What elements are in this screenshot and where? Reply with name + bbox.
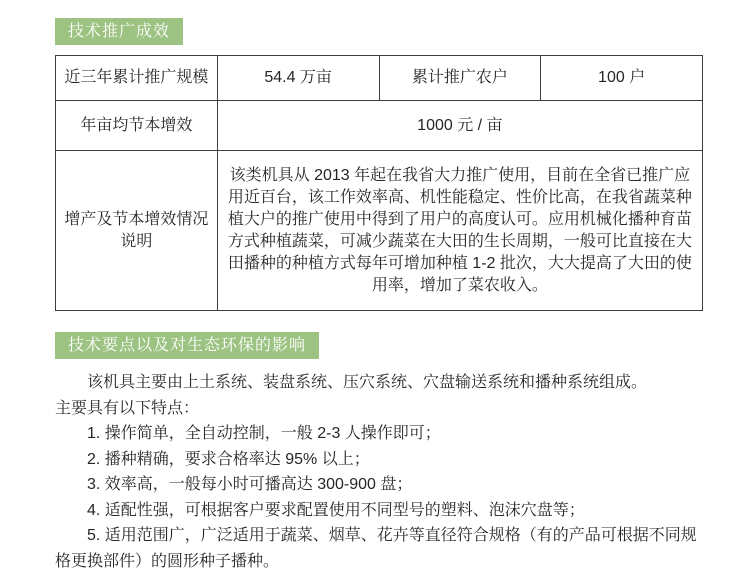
- cell-benefit-value: 1000 元 / 亩: [217, 101, 702, 151]
- table-row-benefit: [56, 101, 703, 151]
- cell-benefit-label: 年亩均节本增效: [56, 101, 218, 151]
- section1-title-badge: 技术推广成效: [55, 18, 183, 45]
- table-row-scale: [56, 56, 703, 101]
- feature-item-5: 5. 适用范围广，广泛适用于蔬菜、烟草、花卉等直径符合规格（有的产品可根据不同规格更换部件）的圆形种子播种。: [55, 527, 697, 570]
- section2-intro: [55, 370, 703, 421]
- feature-item-4: 4. 适配性强，可根据客户要求配置使用不同型号的塑料、泡沫穴盘等；: [87, 501, 585, 519]
- section2-title-badge: 技术要点以及对生态环保的影响: [55, 332, 319, 359]
- feature-item-3: 3. 效率高，一般每小时可播高达 300-900 盘；: [87, 476, 413, 493]
- cell-scale-label: 近三年累计推广规模: [56, 56, 218, 101]
- intro-sentence-features: 主要具有以下特点：: [55, 399, 200, 417]
- cell-households-value: 100 户: [541, 56, 703, 101]
- cell-description-text: 该类机具从 2013 年起在我省大力推广使用，目前在全省已推广应用近百台，该工作效率高、机性能稳定、性价比高，在我省蔬菜种植大户的推广使用中得到了用户的高度认可。应用机械化播种育苗方式种植蔬菜，可减少蔬菜在大田的生长周期，一般可比直接在大田播种的种植方式每年可增加种植 1-2 批次，大大提高了大田的使用率，增加了菜农收入。: [217, 151, 702, 311]
- promotion-stats-table: [55, 55, 703, 311]
- feature-item-2: 2. 播种精确，要求合格率达 95% 以上；: [87, 450, 370, 468]
- cell-households-label: 累计推广农户: [379, 56, 541, 101]
- cell-description-label: 增产及节本增效情况说明: [56, 151, 218, 311]
- feature-list: [55, 421, 703, 574]
- table-row-description: [56, 151, 703, 311]
- intro-sentence-systems: 该机具主要由上土系统、装盘系统、压穴系统、穴盘输送系统和播种系统组成。: [87, 374, 648, 391]
- cell-scale-value: 54.4 万亩: [217, 56, 379, 101]
- feature-item-1: 1. 操作简单，全自动控制，一般 2-3 人操作即可；: [87, 425, 441, 442]
